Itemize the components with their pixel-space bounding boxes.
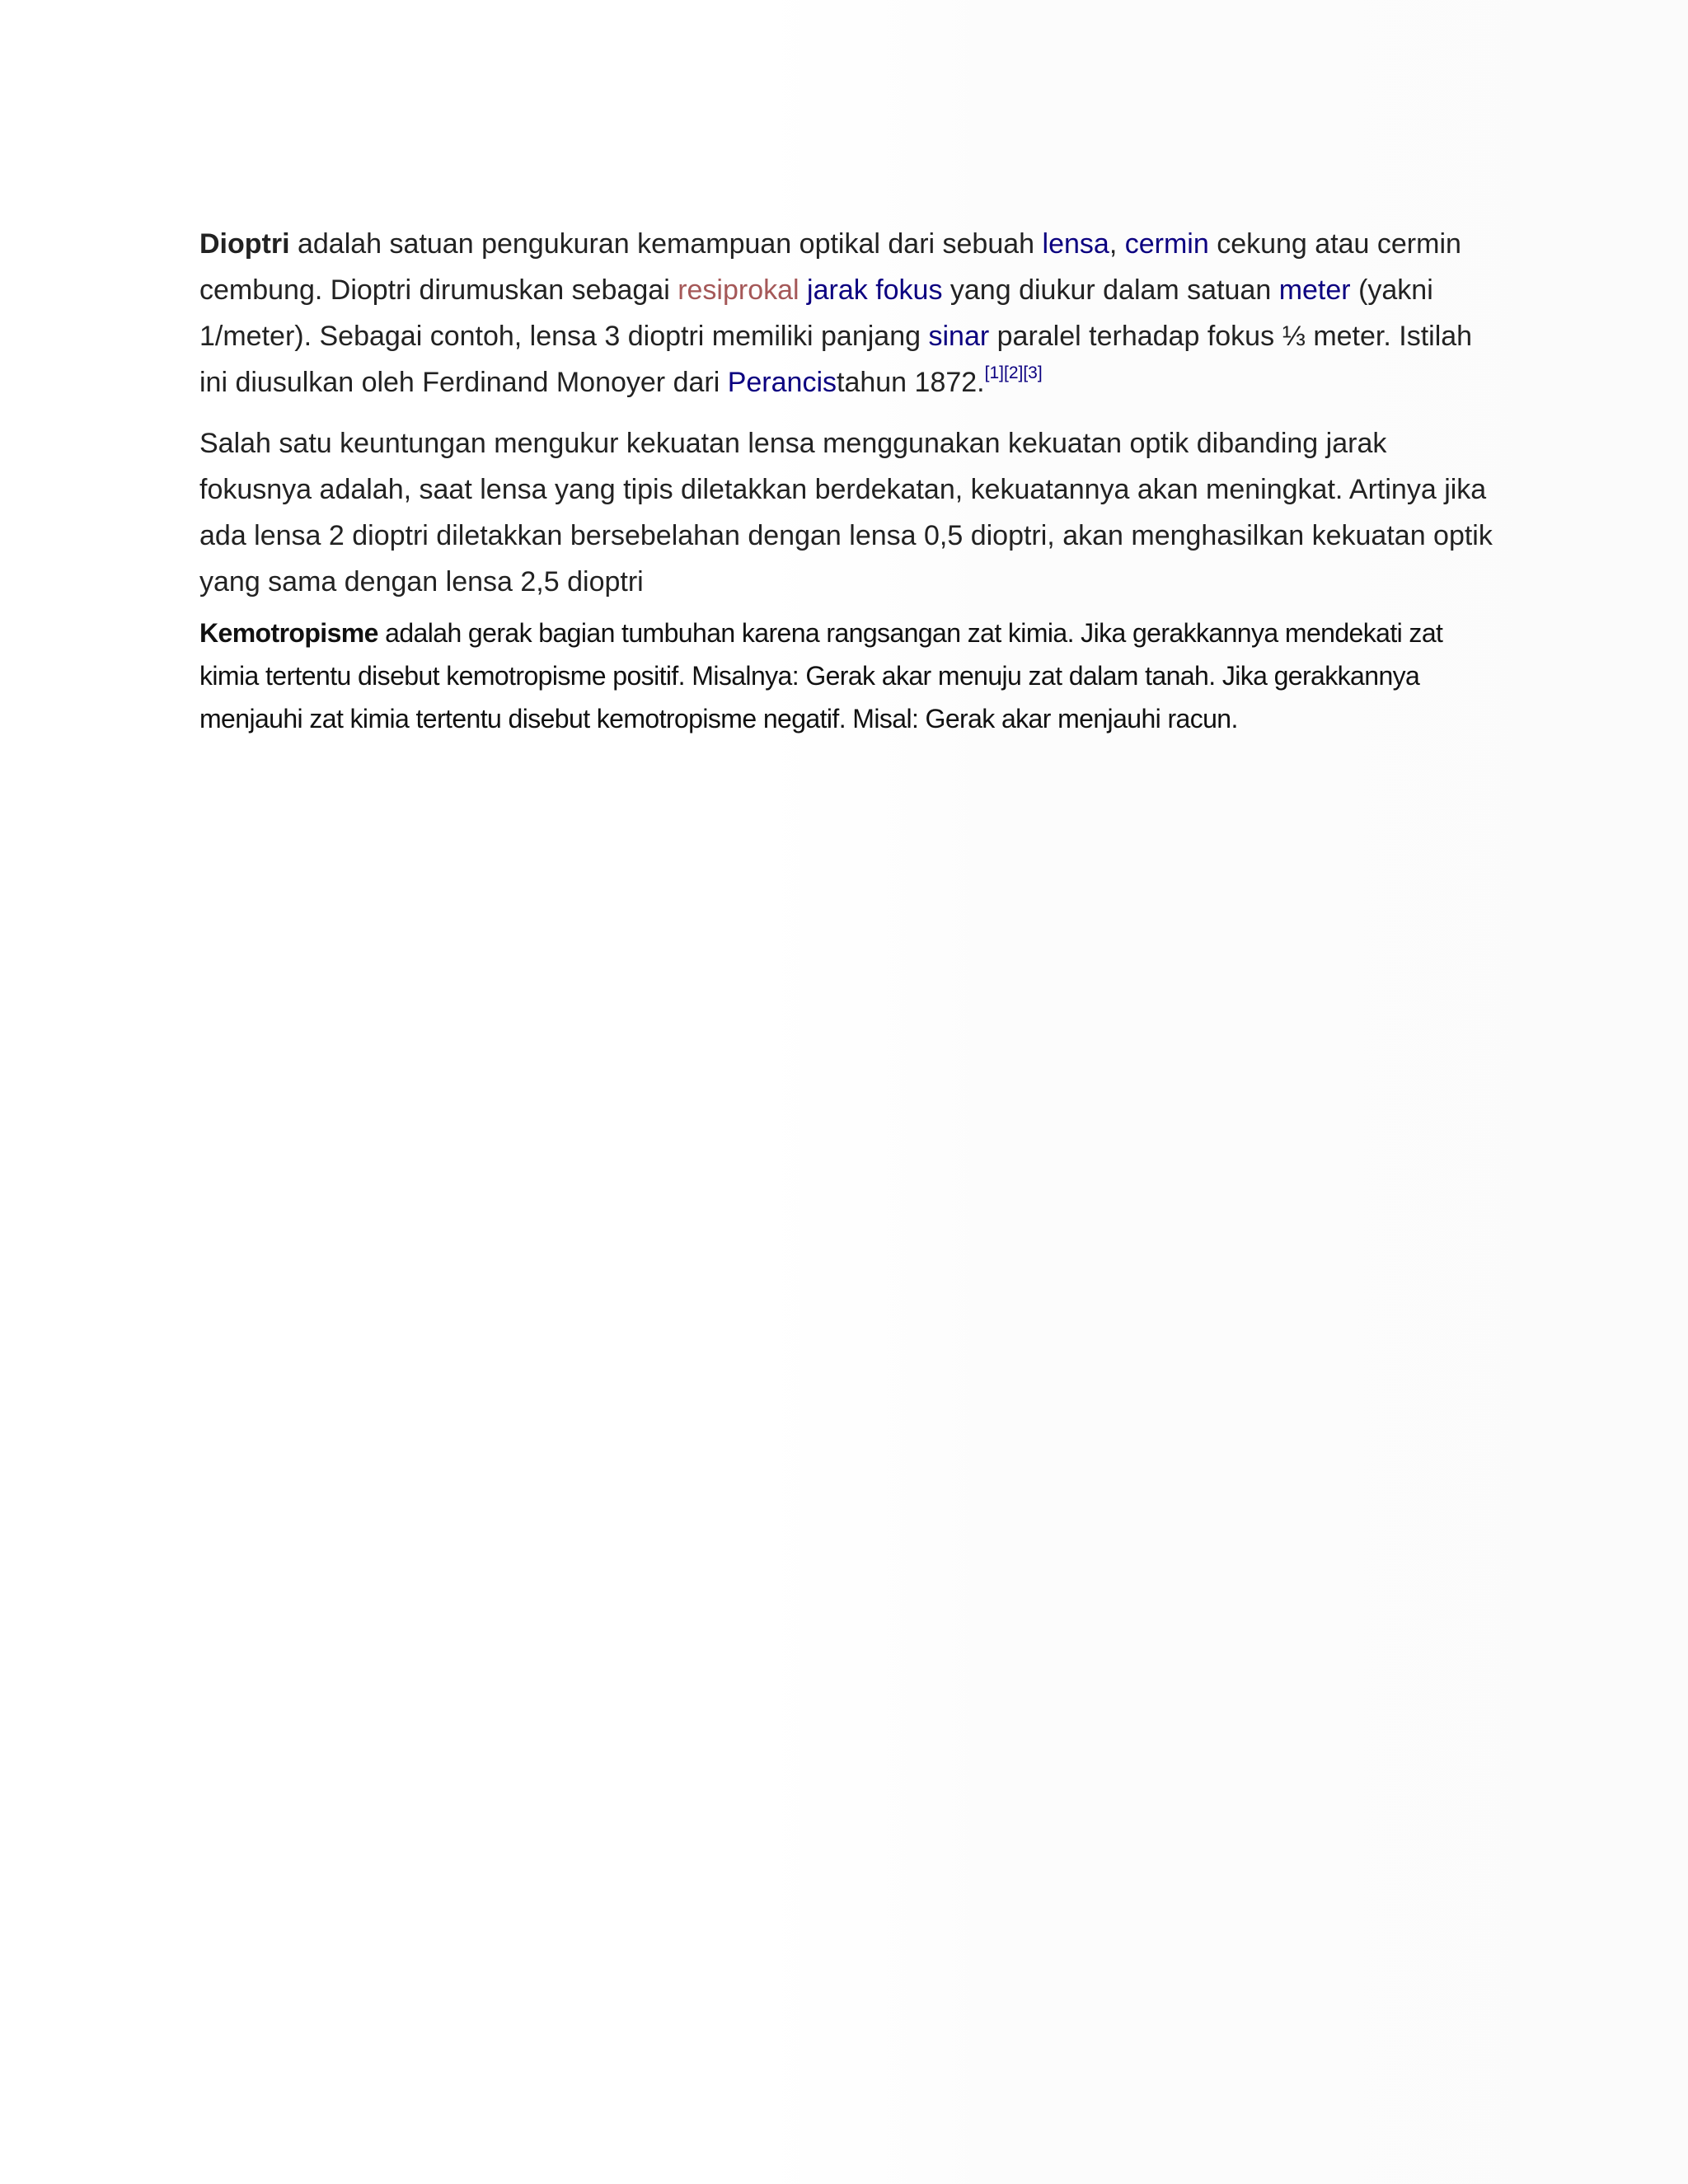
link-cermin[interactable]: cermin [1124, 228, 1209, 260]
reference-2[interactable]: [2] [1003, 363, 1024, 382]
link-resiprokal[interactable]: resiprokal [678, 274, 799, 306]
text-segment: adalah gerak bagian tumbuhan karena rangsangan zat kimia. Jika gerakkannya mendekati zat kimia tertentu disebut kemotropisme positif. Misalnya: Gerak akar menuju zat dalam tanah. Jika gerakkannya menjauhi zat kimia tertentu disebut kemotropisme negatif. Misal: Gerak akar menjauhi racun. [199, 618, 1443, 733]
reference-1[interactable]: [1] [984, 363, 1004, 382]
link-jarak-fokus[interactable]: jarak fokus [807, 274, 943, 306]
term-kemotropisme: Kemotropisme [199, 618, 378, 648]
paragraph-dioptri [199, 221, 1502, 405]
text-segment: cekung atau cermin cembung. Dioptri dirumuskan sebagai [199, 228, 1461, 306]
paragraph-kemotropisme [199, 612, 1502, 740]
paragraph-keuntungan: Salah satu keuntungan mengukur kekuatan lensa menggunakan kekuatan optik dibanding jarak fokusnya adalah, saat lensa yang tipis diletakkan berdekatan, kekuatannya akan meningkat. Artinya jika ada lensa 2 dioptri diletakkan bersebelahan dengan lensa 0,5 dioptri, akan menghasilkan kekuatan optik yang sama dengan lensa 2,5 dioptri [199, 428, 1493, 598]
link-perancis[interactable]: Perancis [727, 367, 837, 398]
link-meter[interactable]: meter [1278, 274, 1351, 306]
reference-3[interactable]: [3] [1023, 363, 1043, 382]
link-lensa[interactable]: lensa [1042, 228, 1109, 260]
text-segment [799, 274, 807, 306]
text-segment: (yakni 1/meter). Sebagai contoh, lensa 3 dioptri memiliki panjang [199, 274, 1433, 352]
text-segment: tahun 1872. [837, 367, 985, 398]
term-dioptri: Dioptri [199, 228, 290, 260]
link-sinar[interactable]: sinar [928, 321, 990, 352]
text-segment: , [1109, 228, 1125, 260]
text-segment: adalah satuan pengukuran kemampuan optikal dari sebuah [289, 228, 1043, 260]
text-segment: yang diukur dalam satuan [942, 274, 1279, 306]
document-body [199, 221, 1502, 740]
text-segment: paralel terhadap fokus ⅓ meter. Istilah ini diusulkan oleh Ferdinand Monoyer dari [199, 321, 1473, 398]
